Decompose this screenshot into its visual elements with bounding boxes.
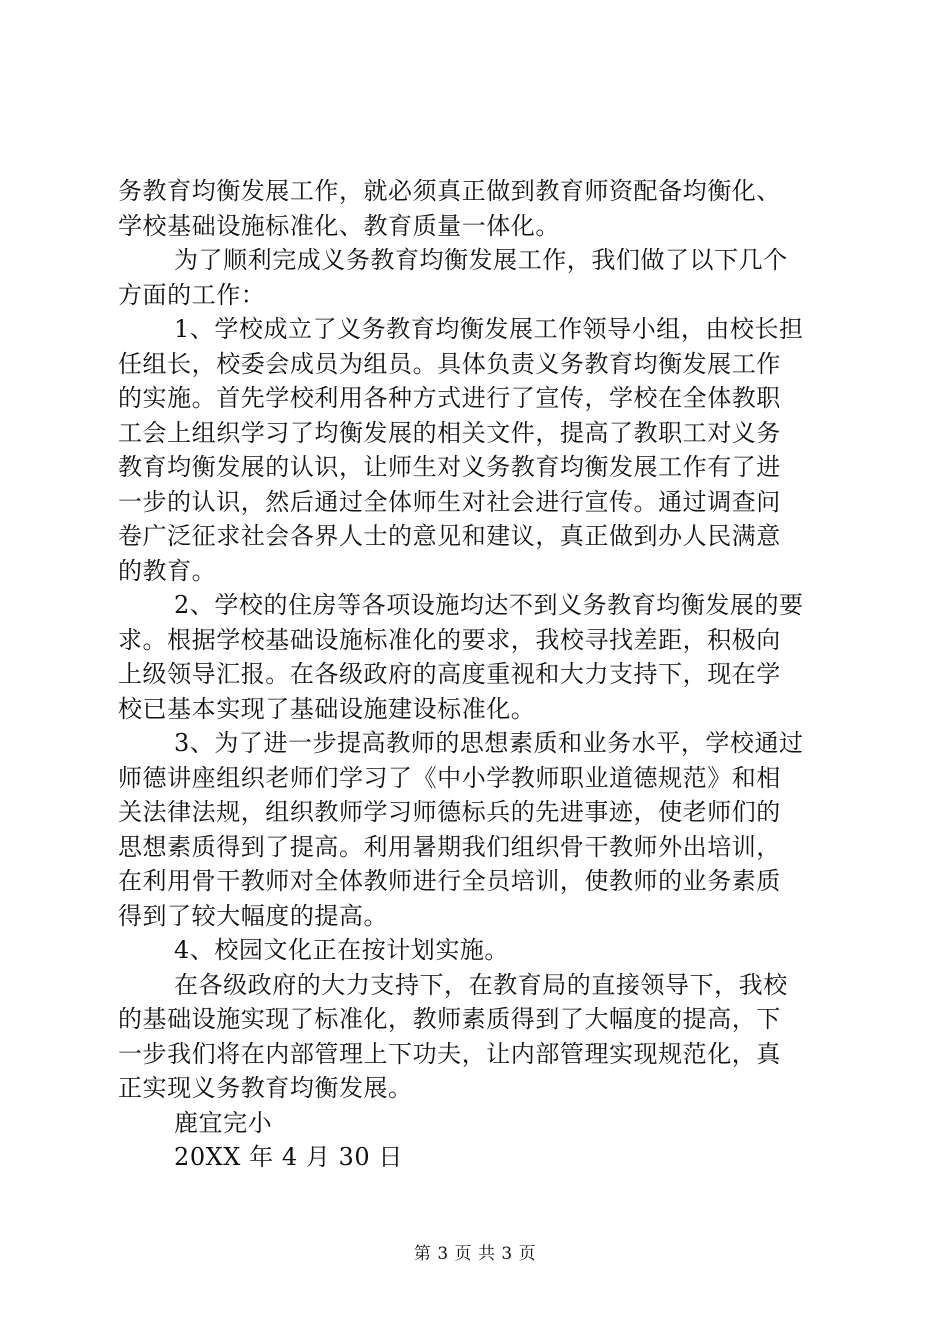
document-body	[118, 174, 838, 1175]
text-line: 关法律法规，组织教师学习师德标兵的先进事迹，使老师们的	[118, 798, 781, 826]
text-line: 鹿宜完小	[174, 1108, 273, 1137]
text-line: 方面的工作：	[118, 280, 266, 309]
text-line: 务教育均衡发展工作，就必须真正做到教育师资配备均衡化、	[118, 177, 781, 205]
text-line: 4、校园文化正在按计划实施。	[174, 936, 509, 964]
text-line: 求。根据学校基础设施标准化的要求，我校寻找差距，积极向	[118, 625, 781, 654]
text-line: 在利用骨干教师对全体教师进行全员培训，使教师的业务素质	[118, 867, 781, 895]
text-line: 的实施。首先学校利用各种方式进行了宣传，学校在全体教职	[118, 384, 781, 412]
text-line: 师德讲座组织老师们学习了《中小学教师职业道德规范》和相	[118, 763, 781, 792]
text-line: 一步的认识，然后通过全体师生对社会进行宣传。通过调查问	[118, 487, 781, 516]
text-line: 思想素质得到了提高。利用暑期我们组织骨干教师外出培训，	[118, 832, 781, 861]
text-line: 3、为了进一步提高教师的思想素质和业务水平，学校通过	[174, 729, 804, 757]
page-footer: 第 3 页 共 3 页	[413, 1244, 537, 1264]
text-line: 2、学校的住房等各项设施均达不到义务教育均衡发展的要	[174, 591, 804, 619]
text-line: 工会上组织学习了均衡发展的相关文件，提高了教职工对义务	[118, 418, 781, 447]
text-line: 20XX 年 4 月 30 日	[174, 1143, 403, 1171]
text-line: 上级领导汇报。在各级政府的高度重视和大力支持下，现在学	[118, 660, 781, 688]
text-line: 在各级政府的大力支持下，在教育局的直接领导下，我校	[174, 970, 788, 999]
text-line: 正实现义务教育均衡发展。	[118, 1074, 413, 1102]
text-line: 为了顺利完成义务教育均衡发展工作，我们做了以下几个	[174, 246, 788, 274]
text-line: 的教育。	[118, 556, 217, 585]
text-line: 校已基本实现了基础设施建设标准化。	[118, 694, 536, 723]
text-line: 卷广泛征求社会各界人士的意见和建议，真正做到办人民满意	[118, 522, 781, 550]
text-line: 的基础设施实现了标准化，教师素质得到了大幅度的提高，下	[118, 1005, 781, 1033]
text-line: 得到了较大幅度的提高。	[118, 901, 389, 930]
text-line: 任组长，校委会成员为组员。具体负责义务教育均衡发展工作	[118, 349, 781, 378]
text-line: 1、学校成立了义务教育均衡发展工作领导小组，由校长担	[174, 315, 804, 343]
text-line: 教育均衡发展的认识，让师生对义务教育均衡发展工作有了进	[118, 453, 781, 481]
text-line: 一步我们将在内部管理上下功夫，让内部管理实现规范化，真	[118, 1039, 781, 1068]
text-line: 学校基础设施标准化、教育质量一体化。	[118, 211, 560, 240]
